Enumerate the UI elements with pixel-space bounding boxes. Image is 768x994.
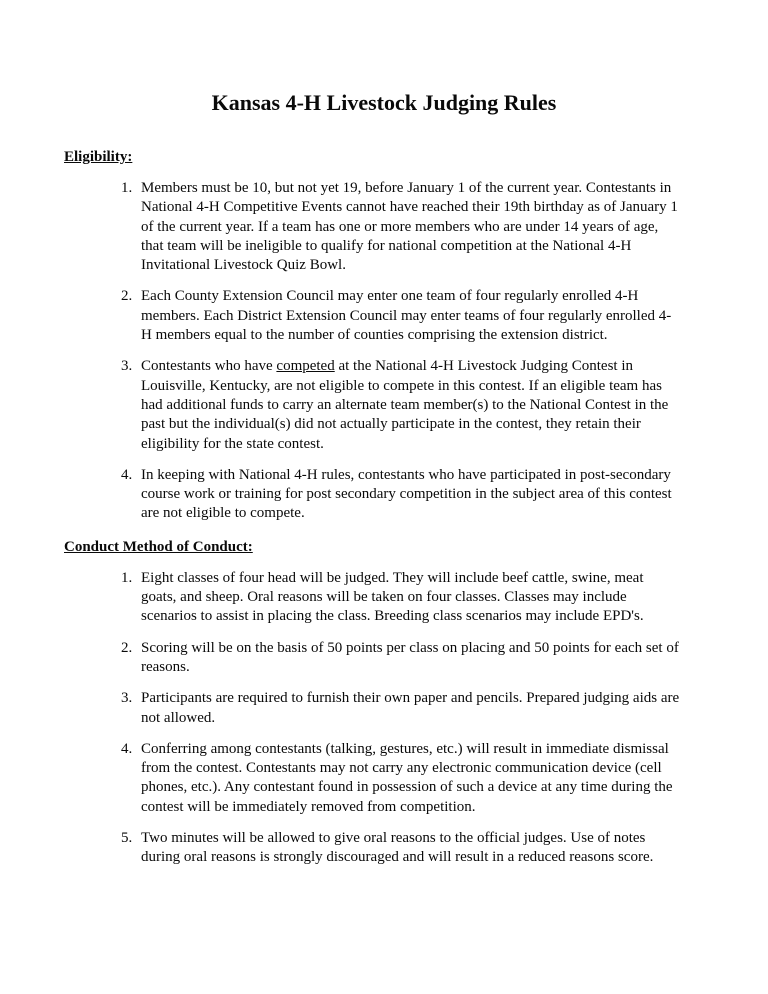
eligibility-rule-3-underlined-word: competed: [276, 358, 335, 375]
section-eligibility: [64, 148, 680, 524]
eligibility-rule-3: [136, 357, 680, 453]
eligibility-rule-2: 2. Each County Extension Council may enter one team of four regularly enrolled 4-H members. Each District Extension Council may enter teams of four regularly enrolled 4-H members equal to the number of counties comprising the extension district.: [136, 287, 680, 345]
eligibility-rule-3-text-pre: Contestants who have: [141, 358, 277, 375]
conduct-rule-2: 2. Scoring will be on the basis of 50 points per class on placing and 50 points for each set of reasons.: [136, 639, 680, 678]
conduct-rule-5: 5. Two minutes will be allowed to give oral reasons to the official judges. Use of notes during oral reasons is strongly discouraged and will result in a reduced reasons score.: [136, 829, 680, 868]
section-heading-eligibility: Eligibility:: [64, 149, 133, 165]
conduct-rule-4: 4. Conferring among contestants (talking, gestures, etc.) will result in immediate dismissal from the contest. Contestants may not carry any electronic communication device (cell phones, etc.). Any contestant found in possession of such a device at any time during the contest will be immediately removed from competition.: [136, 740, 680, 817]
conduct-rule-list: [64, 569, 680, 868]
eligibility-rule-1: 1. Members must be 10, but not yet 19, before January 1 of the current year. Contestants in National 4-H Competitive Events cannot have reached their 19th birthday as of January 1 of the current year. If a team has one or more members who are under 14 years of age, that team will be ineligible to qualify for national competition at the National 4-H Invitational Livestock Quiz Bowl.: [136, 179, 680, 275]
eligibility-rule-list: [64, 179, 680, 524]
section-conduct: [64, 538, 680, 868]
conduct-rule-1: 1. Eight classes of four head will be judged. They will include beef cattle, swine, meat goats, and sheep. Oral reasons will be taken on four classes. Classes may include scenarios to assist in placing the class. Breeding class scenarios may include EPD's.: [136, 569, 680, 627]
document-title: Kansas 4-H Livestock Judging Rules: [211, 90, 557, 115]
eligibility-rule-4: 4. In keeping with National 4-H rules, contestants who have participated in post-secondary course work or training for post secondary competition in the subject area of this contest are not eligible to compete.: [136, 466, 680, 524]
section-heading-conduct: Conduct Method of Conduct:: [64, 538, 253, 555]
eligibility-rule-3-text-post: at the National 4-H Livestock Judging Contest in Louisville, Kentucky, are not eligible to compete in this contest. If an eligible team has had additional funds to carry an alternate team member(s) to the National Contest in the past but the individual(s) did not actually participate in the contest, they retain their eligibility for the state contest.: [141, 358, 669, 452]
conduct-rule-3: 3. Participants are required to furnish their own paper and pencils. Prepared judging aids are not allowed.: [136, 689, 680, 728]
